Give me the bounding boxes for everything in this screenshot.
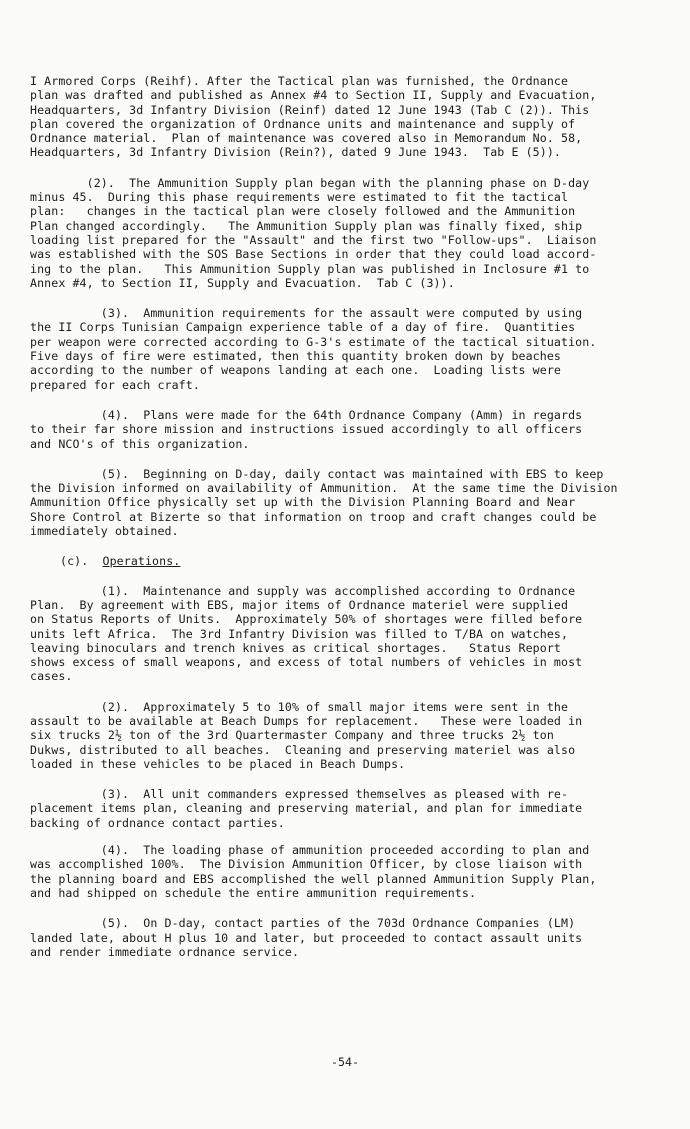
text-line: per weapon were corrected according to G-3's estimate of the tactical situation. xyxy=(30,334,597,349)
text-line: according to the number of weapons landing at each one. Loading lists were xyxy=(30,363,562,378)
text-line: (5). On D-day, contact parties of the 703d Ordnance Companies (LM) xyxy=(30,916,576,931)
section-title: Operations. xyxy=(102,554,181,569)
text-line: and had shipped on schedule the entire ammunition requirements. xyxy=(30,885,477,900)
text-line: (4). The loading phase of ammunition proceeded according to plan and xyxy=(30,843,590,858)
text-line: Five days of fire were estimated, then this quantity broken down by beaches xyxy=(30,349,562,364)
text-line: Shore Control at Bizerte so that information on troop and craft changes could be xyxy=(30,509,597,524)
paragraph-c3-unit-commanders xyxy=(30,787,670,830)
paragraph-c1-maintenance-supply xyxy=(30,584,670,684)
text-line: ing to the plan. This Ammunition Supply plan was published in Inclosure #1 to xyxy=(30,261,590,276)
text-line: (5). Beginning on D-day, daily contact was maintained with EBS to keep xyxy=(30,466,604,481)
text-line: (3). Ammunition requirements for the assault were computed by using xyxy=(30,306,583,321)
text-line: minus 45. During this phase requirements were estimated to fit the tactical xyxy=(30,190,569,205)
text-line: I Armored Corps (Reihf). After the Tactical plan was furnished, the Ordnance xyxy=(30,74,569,88)
text-line: leaving binoculars and trench knives as critical shortages. Status Report xyxy=(30,640,562,655)
text-line: Annex #4, to Section II, Supply and Evacuation. Tab C (3)). xyxy=(30,275,455,290)
text-line: was established with the SOS Base Sections in order that they could load accord- xyxy=(30,247,597,262)
paragraph-c5-contact-parties xyxy=(30,916,670,959)
text-line: to their far shore mission and instructions issued accordingly to all officers xyxy=(30,422,583,437)
text-line: backing of ordnance contact parties. xyxy=(30,815,285,830)
text-line: Dukws, distributed to all beaches. Cleaning and preserving materiel was also xyxy=(30,742,576,757)
text-line: plan was drafted and published as Annex #4 to Section II, Supply and Evacuation, xyxy=(30,88,597,103)
section-marker: (c). xyxy=(60,554,89,569)
text-line: loaded in these vehicles to be placed in Beach Dumps. xyxy=(30,756,406,771)
text-line: assault to be available at Beach Dumps for replacement. These were loaded in xyxy=(30,713,583,728)
paragraph-c4-loading-phase xyxy=(30,843,670,900)
text-line: Plan changed accordingly. The Ammunition Supply plan was finally fixed, ship xyxy=(30,218,583,233)
text-line: the planning board and EBS accomplished the well planned Ammunition Supply Plan, xyxy=(30,871,597,886)
text-line: on Status Reports of Units. Approximately 50% of shortages were filled before xyxy=(30,612,583,627)
text-line: placement items plan, cleaning and preserving material, and plan for immediate xyxy=(30,801,583,816)
page-number: -54- xyxy=(331,1055,359,1069)
paragraph-b4-ordnance-company-plans xyxy=(30,408,670,451)
paragraph-b3-ammunition-requirements xyxy=(30,306,670,392)
text-line: loading list prepared for the "Assault" and the first two "Follow-ups". Liaison xyxy=(30,232,597,247)
text-line: (2). The Ammunition Supply plan began with the planning phase on D-day xyxy=(30,175,590,190)
text-line: Headquarters, 3d Infantry Division (Reinf) dated 12 June 1943 (Tab C (2)). This xyxy=(30,102,590,117)
paragraph-c2-beach-dumps xyxy=(30,700,670,771)
paragraph-b2-ammunition-supply-plan xyxy=(30,176,670,290)
text-line: and render immediate ordnance service. xyxy=(30,944,300,959)
text-line: plan: changes in the tactical plan were closely followed and the Ammunition xyxy=(30,204,576,219)
text-line: (4). Plans were made for the 64th Ordnance Company (Amm) in regards xyxy=(30,407,583,422)
text-line: shows excess of small weapons, and excess of total numbers of vehicles in most xyxy=(30,655,583,670)
text-line: landed late, about H plus 10 and later, but proceeded to contact assault units xyxy=(30,930,583,945)
text-line: was accomplished 100%. The Division Ammunition Officer, by close liaison with xyxy=(30,857,583,872)
text-line: prepared for each craft. xyxy=(30,377,200,392)
text-line: Ammunition Office physically set up with the Division Planning Board and Near xyxy=(30,495,576,510)
text-line: Plan. By agreement with EBS, major items of Ordnance materiel were supplied xyxy=(30,597,569,612)
section-heading-operations xyxy=(30,554,670,568)
text-line: (3). All unit commanders expressed themselves as pleased with re- xyxy=(30,787,569,802)
text-line: (1). Maintenance and supply was accomplished according to Ordnance xyxy=(30,583,576,598)
text-line: Ordnance material. Plan of maintenance was covered also in Memorandum No. 58, xyxy=(30,131,583,146)
text-line: immediately obtained. xyxy=(30,524,179,539)
paragraph-intro xyxy=(30,74,670,160)
text-line: six trucks 2½ ton of the 3rd Quartermaster Company and three trucks 2½ ton xyxy=(30,728,554,743)
text-line: (2). Approximately 5 to 10% of small major items were sent in the xyxy=(30,699,569,714)
text-line: the II Corps Tunisian Campaign experience table of a day of fire. Quantities xyxy=(30,320,576,335)
text-line: Headquarters, 3d Infantry Division (Rein?), dated 9 June 1943. Tab E (5)). xyxy=(30,145,562,160)
text-line: the Division informed on availability of Ammunition. At the same time the Division xyxy=(30,481,618,496)
text-line: cases. xyxy=(30,669,73,684)
text-line: units left Africa. The 3rd Infantry Division was filled to T/BA on watches, xyxy=(30,626,569,641)
paragraph-b5-daily-contact xyxy=(30,467,670,538)
text-line: plan covered the organization of Ordnance units and maintenance and supply of xyxy=(30,116,576,131)
text-line: and NCO's of this organization. xyxy=(30,436,250,451)
